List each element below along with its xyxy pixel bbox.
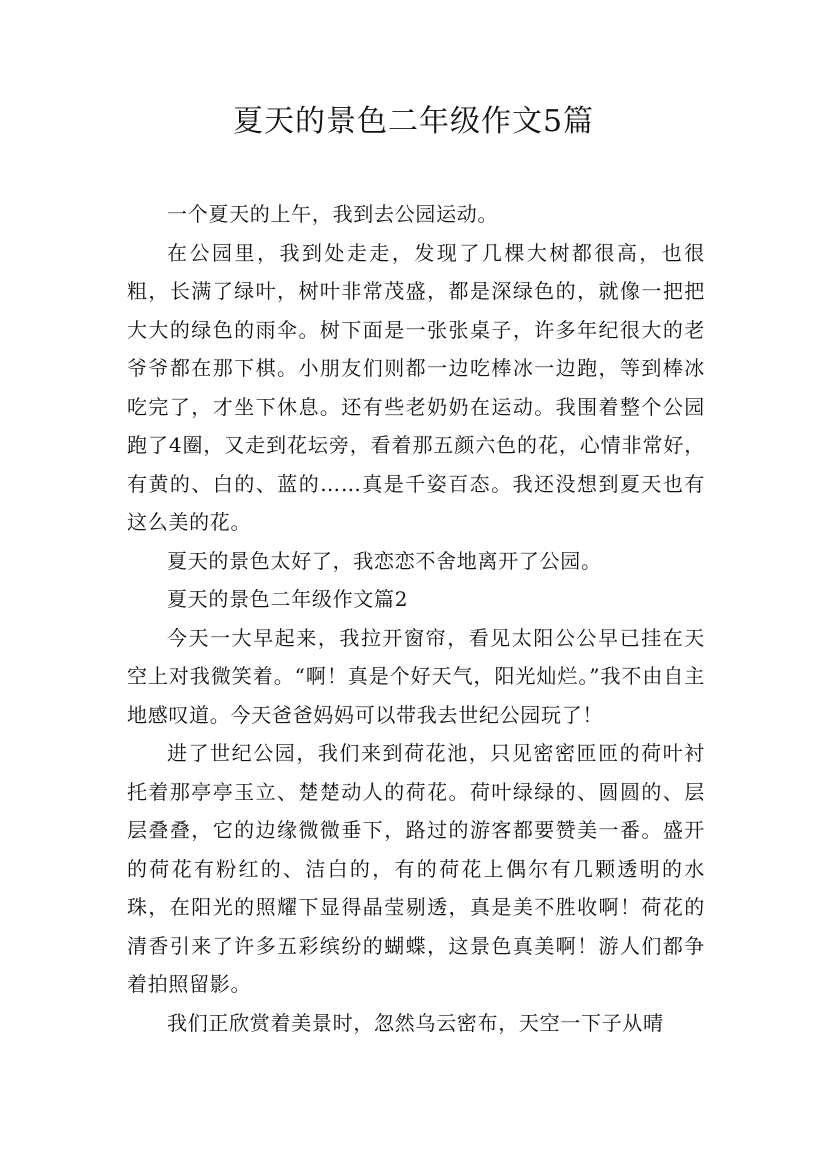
paragraph-1: 一个夏天的上午，我到去公园运动。 xyxy=(167,202,499,226)
paragraph-3: 夏天的景色太好了，我恋恋不舍地离开了公园。 xyxy=(167,548,602,573)
paragraph-5: 进了世纪公园，我们来到荷花池，只见密密匝匝的荷叶衬托着那亭亭玉立、楚楚动人的荷花。荷叶绿绿的、圆圆的、层层叠叠，它的边缘微微垂下，路过的游客都要赞美一番。盛开的荷花有粉红的、洁白的，有的荷花上偶尔有几颗透明的水珠，在阳光的照耀下显得晶莹剔透，真是美不胜收啊！荷花的清香引来了许多五彩缤纷的蝴蝶，这景色真美啊！游人们都争着拍照留影。 xyxy=(127,741,705,996)
document-title: 夏天的景色二年级作文5篇 xyxy=(232,104,595,139)
document-body xyxy=(127,195,705,1042)
paragraph-2: 在公园里，我到处走走，发现了几棵大树都很高，也很粗，长满了绿叶，树叶非常茂盛，都是深绿色的，就像一把把大大的绿色的雨伞。树下面是一张张桌子，许多年纪很大的老爷爷都在那下棋。小朋友们则都一边吃棒冰一边跑，等到棒冰吃完了，才坐下休息。还有些老奶奶在运动。我围着整个公园跑了4圈，又走到花坛旁，看着那五颜六色的花，心情非常好，有黄的、白的、蓝的……真是千姿百态。我还没想到夏天也有这么美的花。 xyxy=(127,240,705,534)
section-heading-2: 夏天的景色二年级作文篇2 xyxy=(167,587,409,611)
paragraph-4: 今天一大早起来，我拉开窗帘，看见太阳公公早已挂在天空上对我微笑着。“啊！真是个好天气，阳光灿烂。”我不由自主地感叹道。今天爸爸妈妈可以带我去世纪公园玩了！ xyxy=(127,625,705,727)
paragraph-6: 我们正欣赏着美景时，忽然乌云密布，天空一下子从晴 xyxy=(167,1010,664,1035)
